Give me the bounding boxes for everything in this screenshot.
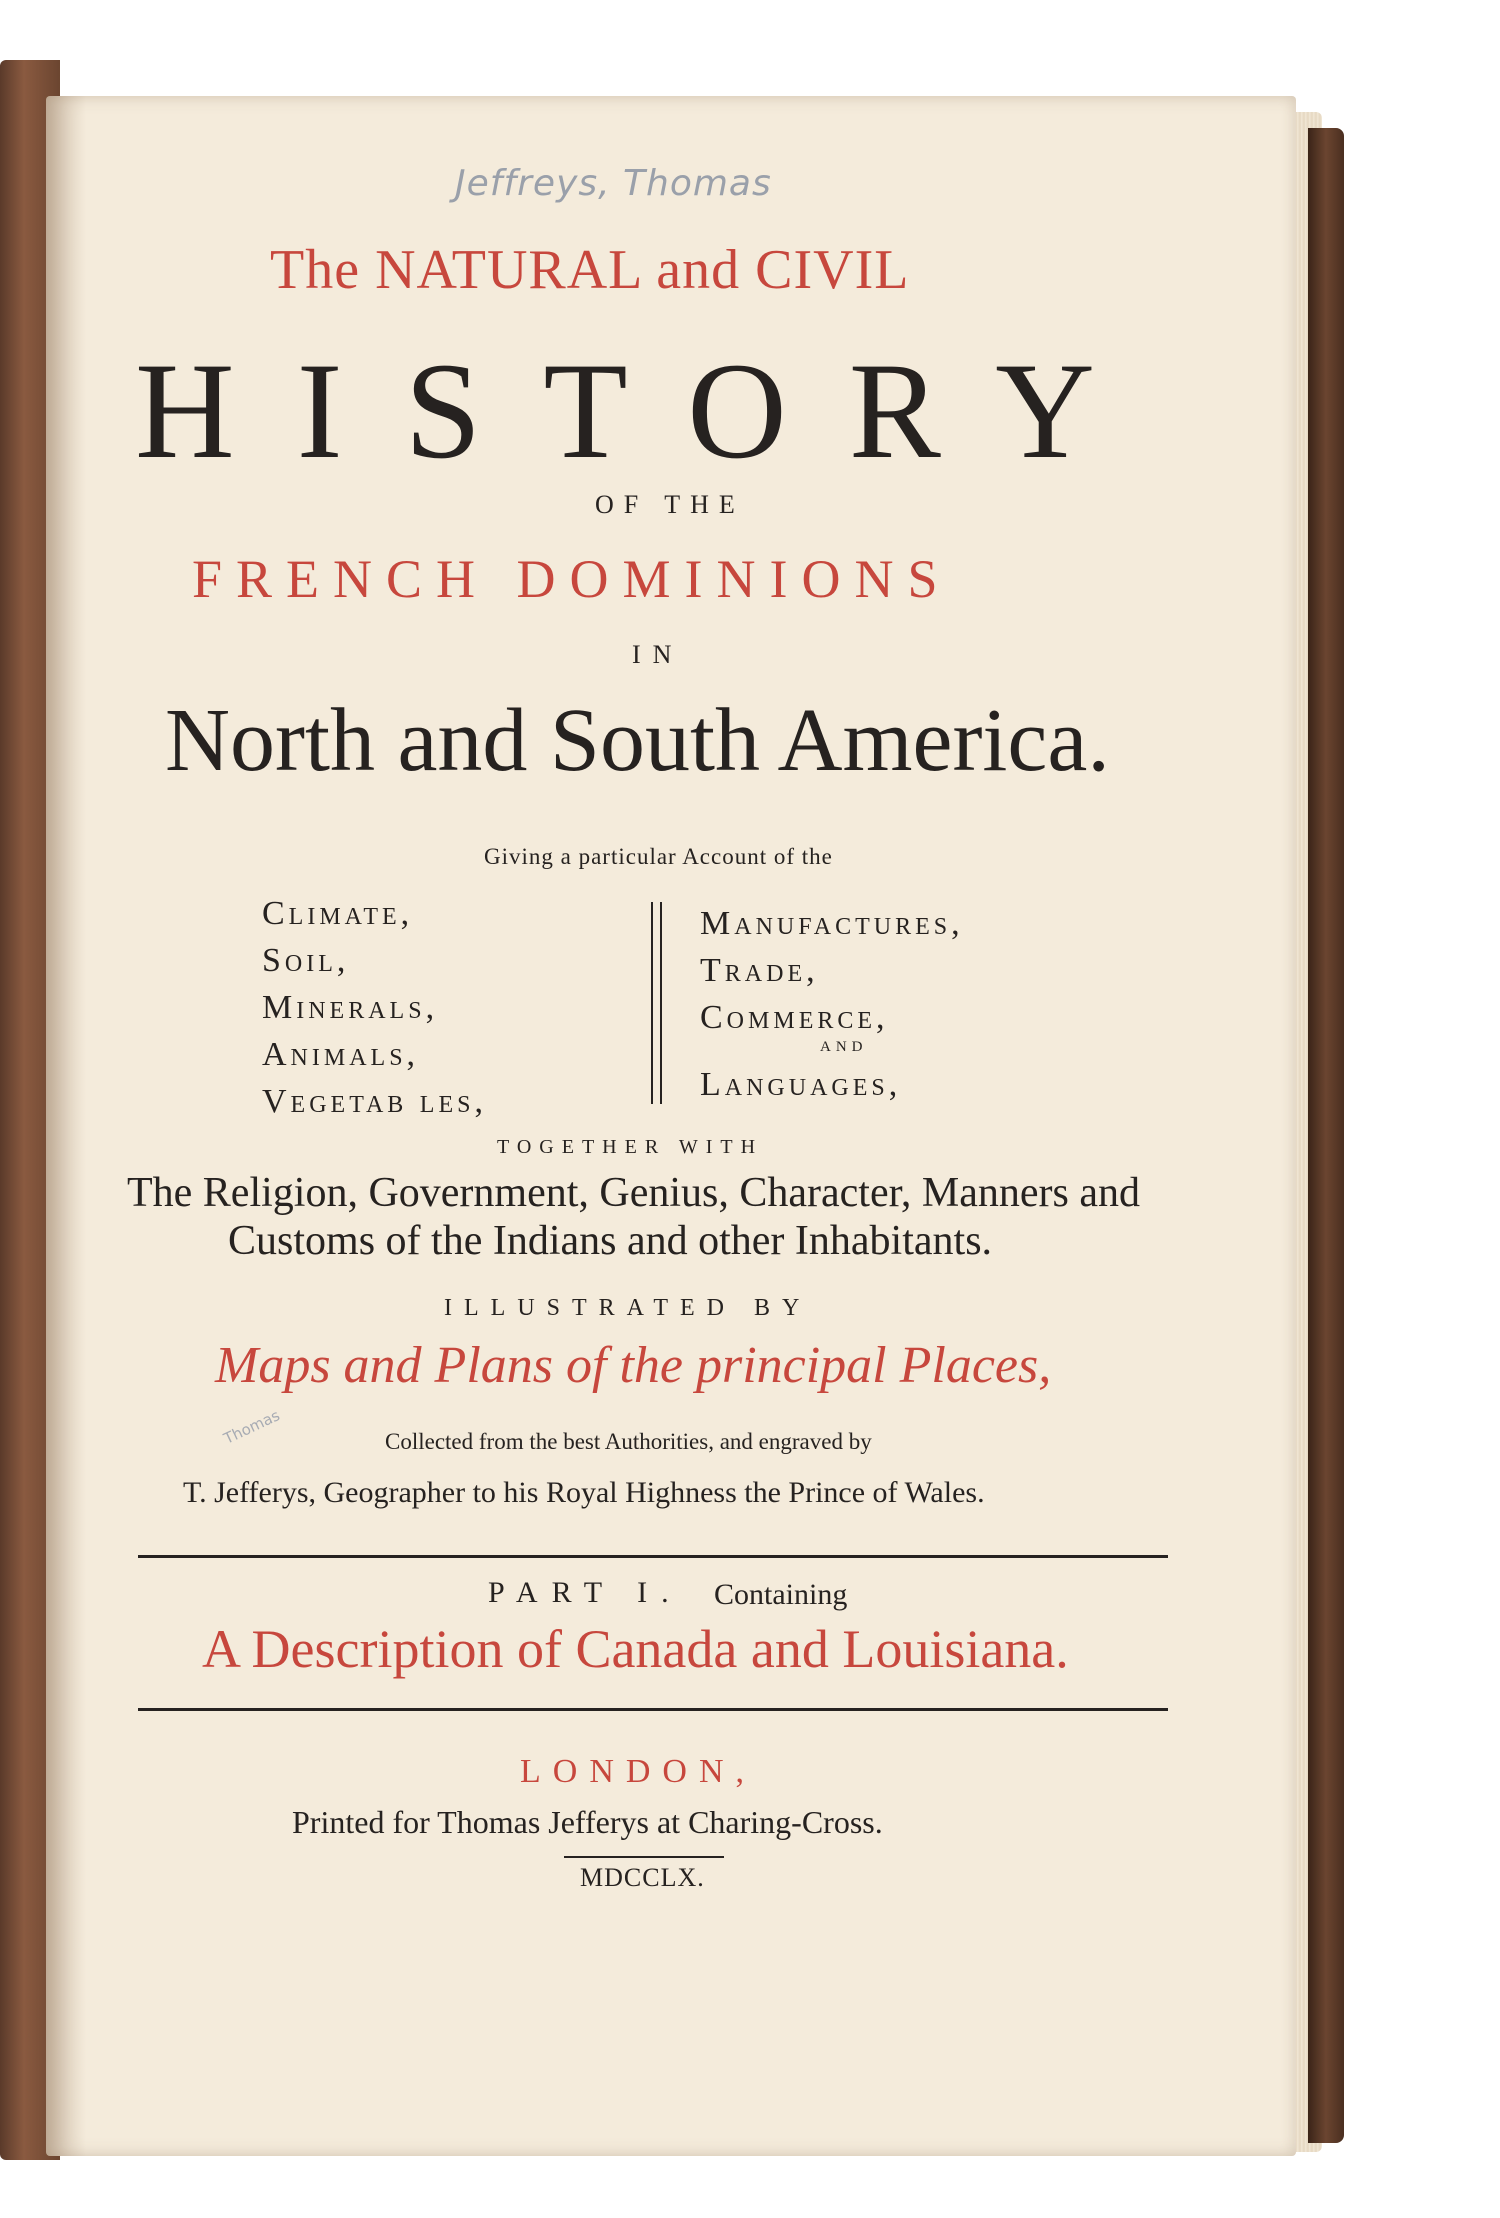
north-south-america: North and South America.	[165, 691, 1110, 790]
printed-line: Printed for Thomas Jefferys at Charing-Cross.	[292, 1804, 883, 1840]
of-the: OF THE	[595, 490, 745, 519]
handwritten-annotation: Jeffreys, Thomas	[455, 163, 772, 204]
topics-right-column	[700, 900, 964, 1041]
handwritten-annotation-small: Thomas	[220, 1406, 283, 1448]
maps-line: Maps and Plans of the principal Places,	[215, 1337, 1052, 1394]
title-main: HISTORY	[135, 334, 1157, 487]
religion-line: The Religion, Government, Genius, Character, Manners and	[127, 1170, 1141, 1216]
topic-minerals: Minerals,	[262, 989, 439, 1026]
topic-vegetables: Vegetab les,	[262, 1083, 487, 1120]
topic-commerce: Commerce,	[700, 999, 889, 1036]
year-label: MDCCLX.	[580, 1863, 705, 1892]
description-line: A Description of Canada and Louisiana.	[202, 1619, 1069, 1679]
containing-label: Containing	[714, 1578, 848, 1611]
and-small: AND	[820, 1039, 868, 1055]
topic-trade: Trade,	[700, 952, 819, 989]
part-label: PART I.	[488, 1576, 683, 1609]
london-label: LONDON,	[520, 1753, 757, 1790]
column-divider-left	[651, 902, 653, 1104]
topic-soil: Soil,	[262, 942, 350, 979]
collected-line: Collected from the best Authorities, and engraved by	[385, 1429, 872, 1454]
in-label: IN	[632, 640, 684, 669]
topic-manufactures: Manufactures,	[700, 905, 964, 942]
french-dominions: FRENCH DOMINIONS	[192, 549, 952, 609]
jefferys-line: T. Jefferys, Geographer to his Royal Highness the Prince of Wales.	[183, 1476, 985, 1509]
rule-top	[138, 1555, 1168, 1558]
customs-line: Customs of the Indians and other Inhabitants.	[228, 1218, 993, 1264]
title-line-1: The NATURAL and CIVIL	[270, 239, 910, 301]
year-rule	[564, 1856, 724, 1858]
giving-account: Giving a particular Account of the	[484, 844, 833, 869]
together-with: TOGETHER WITH	[497, 1136, 764, 1158]
rule-bottom	[138, 1708, 1168, 1711]
topic-animals: Animals,	[262, 1036, 420, 1073]
topic-languages: Languages,	[700, 1066, 902, 1103]
column-divider-right	[660, 902, 662, 1104]
topic-climate: Climate,	[262, 895, 414, 932]
topics-left-column	[262, 890, 487, 1125]
illustrated-by: ILLUSTRATED BY	[444, 1295, 812, 1321]
